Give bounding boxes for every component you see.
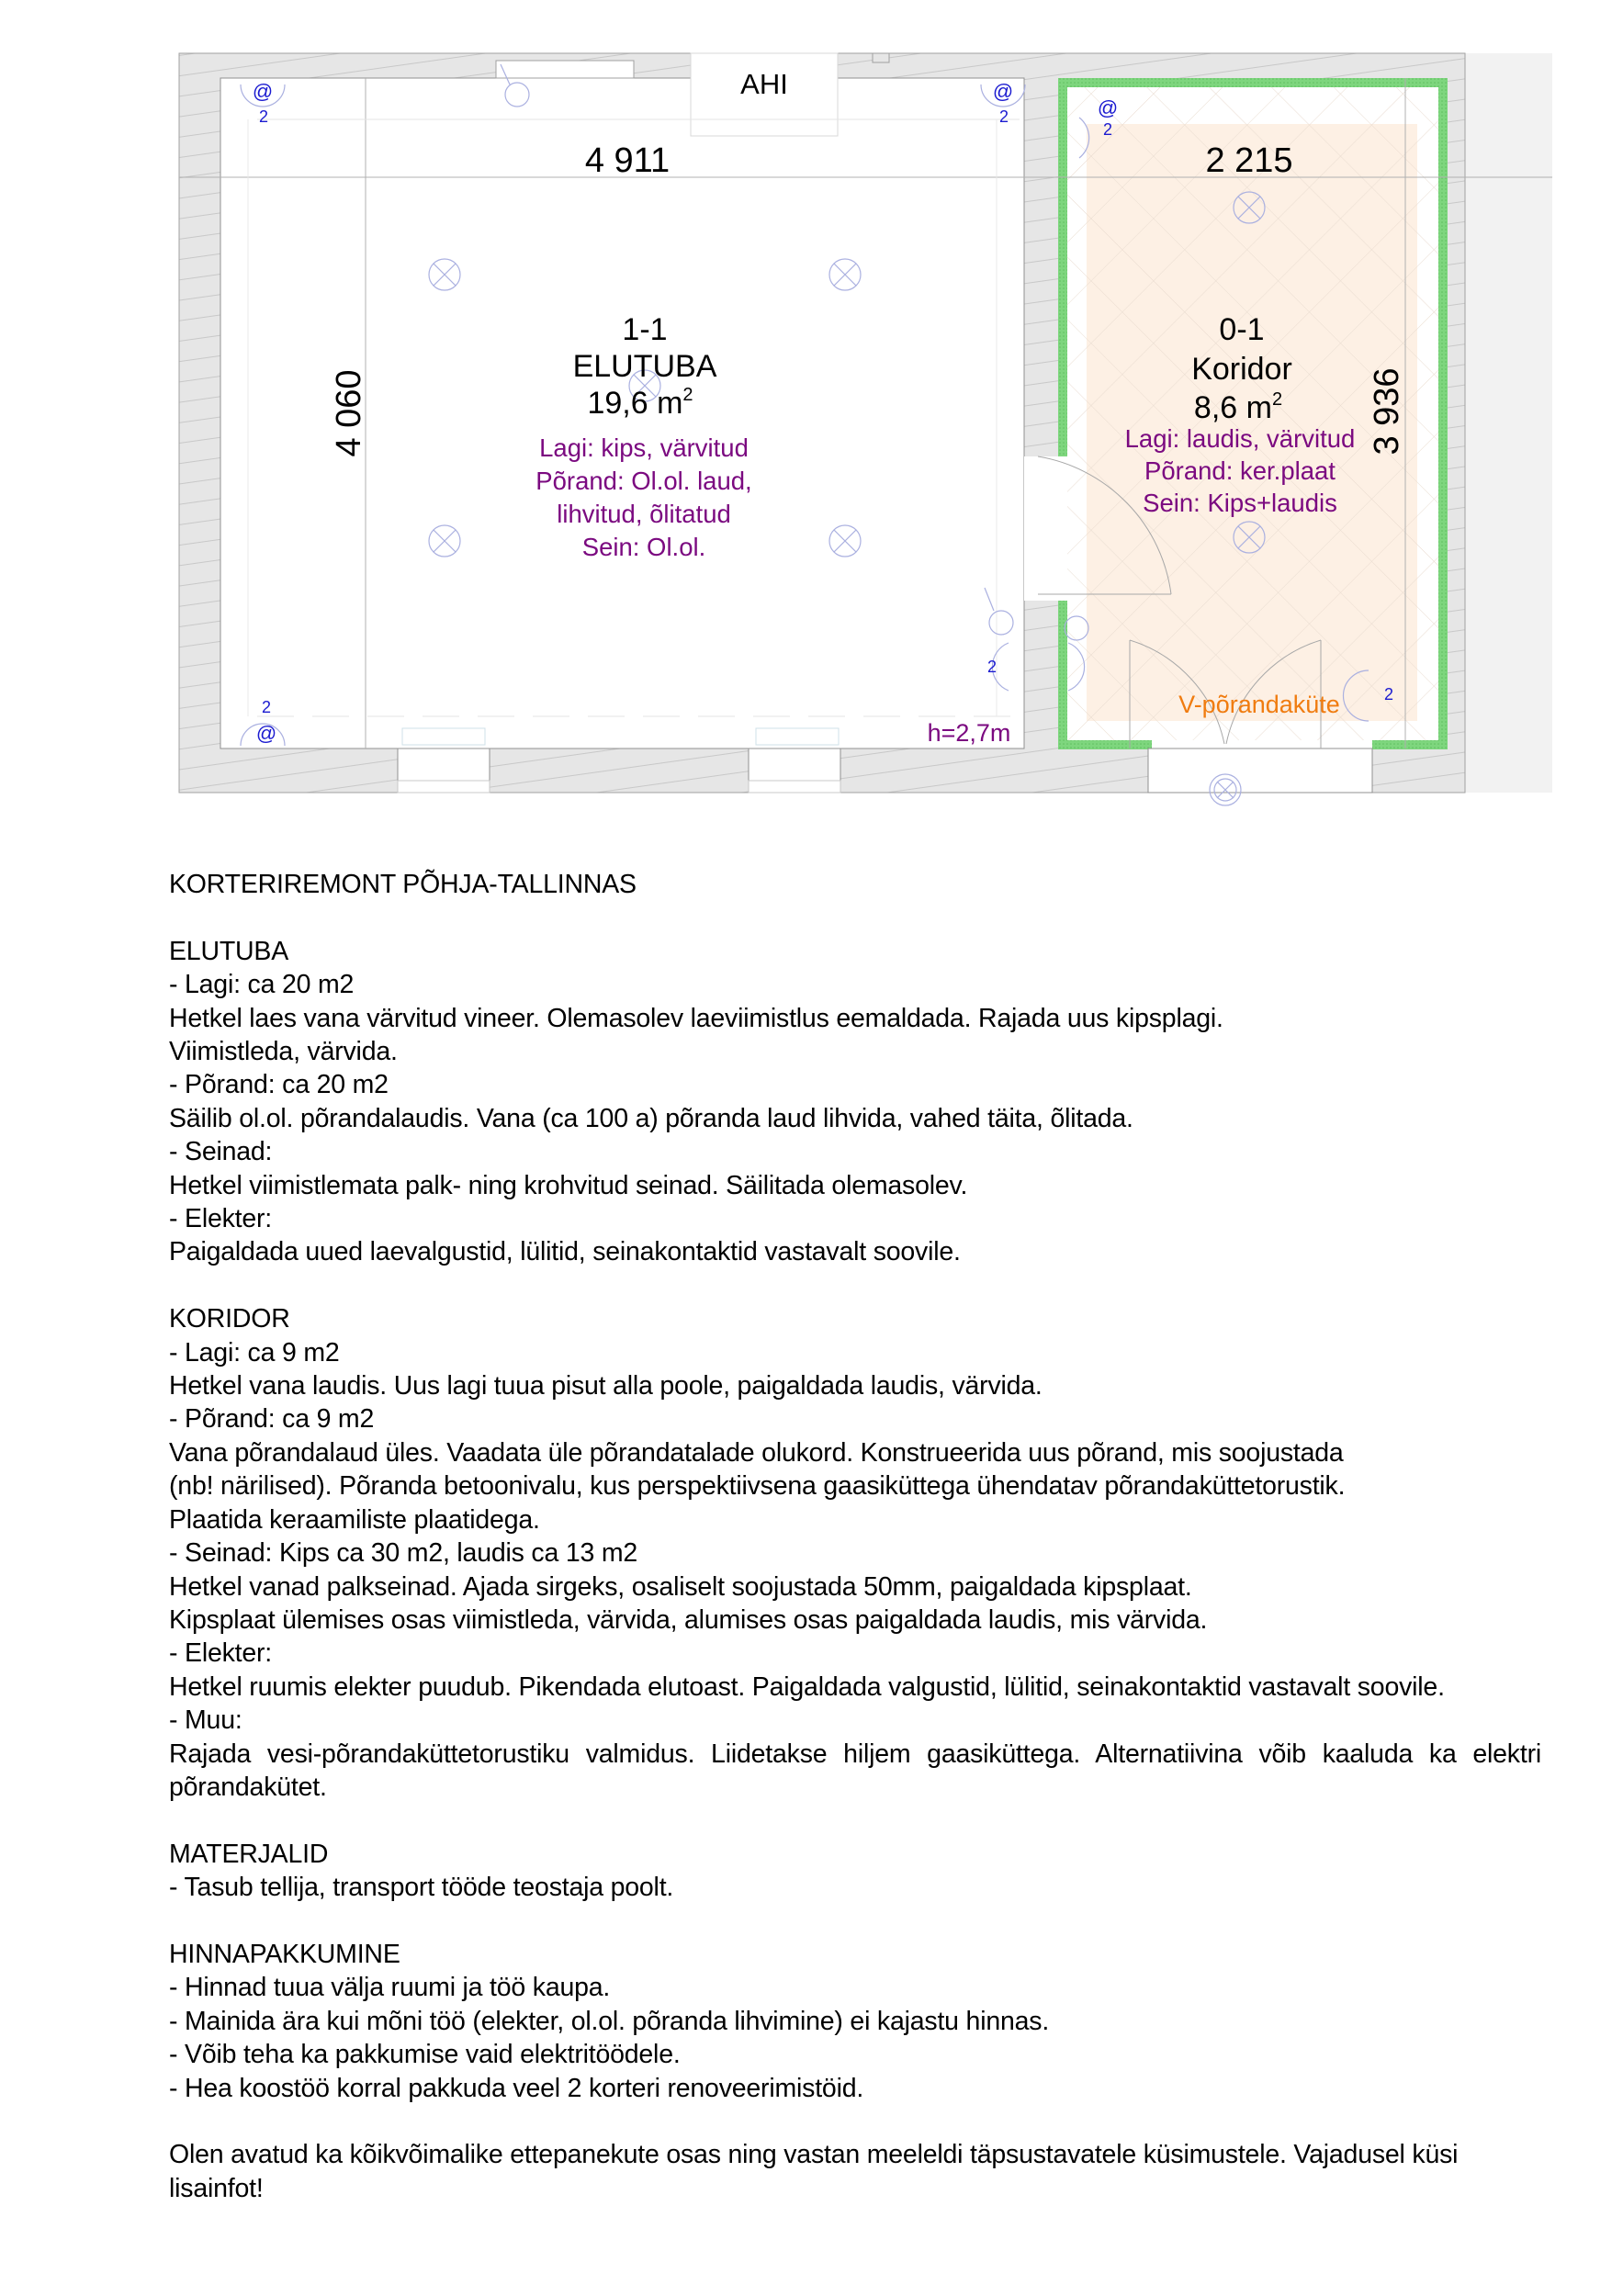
text-line: - Seinad: Kips ca 30 m2, laudis ca 13 m2 <box>169 1538 638 1569</box>
text-line: Hetkel vanad palkseinad. Ajada sirgeks, osaliselt soojustada 50mm, paigaldada kipsplaat. <box>169 1571 1192 1602</box>
entrance-opening <box>1148 748 1372 793</box>
text-line: - Elekter: <box>169 1204 273 1234</box>
socket-count-label: 2 <box>1383 685 1394 703</box>
svg-text:Sein: Kips+laudis: Sein: Kips+laudis <box>1143 489 1337 517</box>
text-paragraph: Hetkel ruumis elekter puudub. Pikendada elutoast. Paigaldada valgustid, lülitid, seinakontaktid vastavalt soovile. <box>169 1671 1445 1702</box>
text-line: - Põrand: ca 9 m2 <box>169 1404 375 1435</box>
svg-text:@: @ <box>252 80 274 103</box>
svg-text:Sein: Ol.ol.: Sein: Ol.ol. <box>581 533 706 561</box>
socket-count-label: 2 <box>986 658 997 676</box>
floor-heating-label: V-põrandaküte <box>1178 691 1340 718</box>
text-line: - Lagi: ca 20 m2 <box>169 970 355 1000</box>
text-line: - Hinnad tuua välja ruumi ja töö kaupa. <box>169 1973 611 2003</box>
text-line: Säilib ol.ol. põrandalaudis. Vana (ca 100 a) põranda laud lihvida, vahed täita, õlitada. <box>169 1103 1133 1133</box>
svg-text:2: 2 <box>258 107 269 126</box>
text-line: (nb! närilised). Põranda betoonivalu, kus perspektiivsena gaasiküttega ühendatav põrandaküttetorustik. <box>169 1471 1346 1502</box>
dimension-elutuba-height: 4 060 <box>330 369 368 457</box>
section-heading-materjalid: MATERJALID <box>169 1839 329 1869</box>
dimension-elutuba-width: 4 911 <box>584 141 671 180</box>
svg-text:Põrand: ker.plaat: Põrand: ker.plaat <box>1144 456 1336 485</box>
text-line: Vana põrandalaud üles. Vaadata üle põrandatalade olukord. Konstrueerida uus põrand, mis soojustada <box>169 1437 1344 1468</box>
section-heading-hinnapakkumine: HINNAPAKKUMINE <box>169 1939 400 1969</box>
ceiling-height-label: h=2,7m <box>927 719 1011 747</box>
text-line: - Lagi: ca 9 m2 <box>169 1337 340 1367</box>
svg-text:Lagi: laudis, värvitud: Lagi: laudis, värvitud <box>1124 424 1356 453</box>
closing-paragraph: Olen avatud ka kõikvõimalike ettepanekute osas ning vastan meeleldi täpsustavatele küsimustele. Vajadusel küsi lisainfot! <box>169 2140 1459 2203</box>
svg-text:0-1: 0-1 <box>1219 312 1265 347</box>
top-window <box>496 61 634 78</box>
svg-text:Lagi: kips, värvitud: Lagi: kips, värvitud <box>539 433 749 462</box>
text-line: - Tasub tellija, transport tööde teostaja poolt. <box>169 1873 674 1903</box>
renovation-description <box>169 868 1541 2205</box>
exterior-light-icon <box>1210 774 1241 805</box>
svg-text:1-1: 1-1 <box>622 312 668 347</box>
section-heading-elutuba: ELUTUBA <box>169 936 289 966</box>
text-line: - Seinad: <box>169 1137 273 1167</box>
svg-text:2: 2 <box>1102 120 1113 139</box>
floor-plan <box>0 0 1623 827</box>
svg-text:2: 2 <box>998 107 1009 126</box>
text-line: Plaatida keraamiliste plaatidega. <box>169 1504 540 1535</box>
text-line: - Muu: <box>169 1705 242 1736</box>
text-line: Paigaldada uued laevalgustid, lülitid, seinakontaktid vastavalt soovile. <box>169 1237 961 1267</box>
section-heading-koridor: KORIDOR <box>169 1304 290 1334</box>
text-line: - Hea koostöö korral pakkuda veel 2 korteri renoveerimistöid. <box>169 2073 864 2103</box>
svg-text:@: @ <box>992 80 1014 103</box>
dimension-koridor-width: 2 215 <box>1205 141 1293 180</box>
text-line: Kipsplaat ülemises osas viimistleda, värvida, alumises osas paigaldada laudis, mis värvida. <box>169 1604 1208 1635</box>
text-paragraph: Rajada vesi-põrandaküttetorustiku valmidus. Liidetakse hiljem gaasiküttega. Alternatiivina võib kaaluda ka elektri põrandakütet. <box>169 1739 1541 1802</box>
svg-text:Põrand: Ol.ol. laud,: Põrand: Ol.ol. laud, <box>535 467 752 495</box>
text-line: Hetkel laes vana värvitud vineer. Olemasolev laeviimistlus eemaldada. Rajada uus kipsplagi. <box>169 1003 1223 1033</box>
svg-text:8,6 m2: 8,6 $m^2$ <box>1193 389 1283 425</box>
svg-text:@: @ <box>1097 96 1119 119</box>
svg-text:@: @ <box>255 722 277 745</box>
text-line: Viimistleda, värvida. <box>169 1037 398 1067</box>
text-line: - Elekter: <box>169 1638 273 1669</box>
svg-text:lihvitud, õlitatud: lihvitud, õlitatud <box>557 500 731 528</box>
svg-text:Koridor: Koridor <box>1191 352 1292 387</box>
text-line: - Põrand: ca 20 m2 <box>169 1070 389 1100</box>
svg-text:19,6 m2: 19,6 $m^2$ <box>587 385 693 421</box>
svg-text:2: 2 <box>261 698 272 716</box>
dimension-koridor-height: 3 936 <box>1368 367 1406 456</box>
text-line: - Võib teha ka pakkumise vaid elektritöödele. <box>169 2040 681 2070</box>
text-line: - Mainida ära kui mõni töö (elekter, ol.ol. põranda lihvimine) ei kajastu hinnas. <box>169 2006 1050 2036</box>
svg-text:ELUTUBA: ELUTUBA <box>572 349 717 384</box>
document-title: KORTERIREMONT PÕHJA-TALLINNAS <box>169 870 637 899</box>
text-line: Hetkel viimistlemata palk- ning krohvitud seinad. Säilitada olemasolev. <box>169 1170 968 1200</box>
oven-label: AHI <box>740 68 788 100</box>
text-line: Hetkel vana laudis. Uus lagi tuua pisut alla poole, paigaldada laudis, värvida. <box>169 1371 1043 1401</box>
